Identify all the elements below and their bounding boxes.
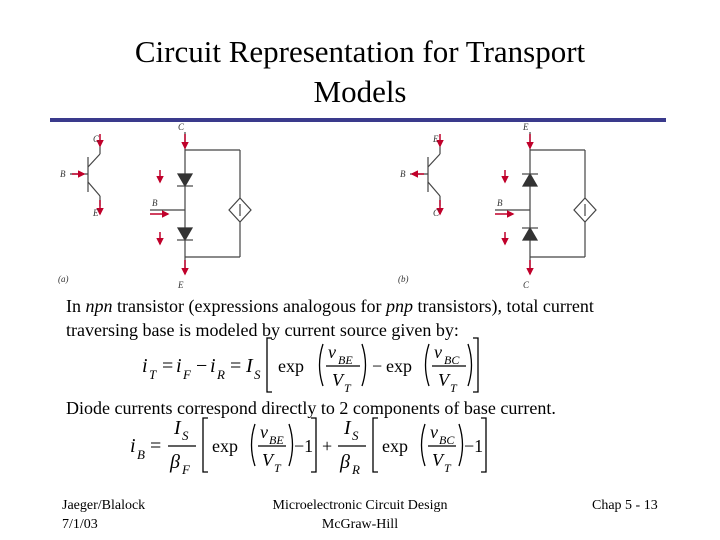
svg-text:V: V (438, 370, 449, 390)
svg-text:BE: BE (338, 353, 353, 367)
svg-text:T: T (444, 461, 451, 475)
svg-text:exp: exp (386, 356, 412, 376)
svg-text:i: i (142, 355, 148, 377)
slide-title (40, 32, 680, 112)
pnp-fig-label: (b) (398, 274, 409, 284)
npn-labels (58, 122, 185, 290)
svg-text:V: V (332, 370, 343, 390)
transport-model-circuits-figure (50, 122, 670, 292)
svg-text:T: T (450, 381, 457, 395)
svg-text:S: S (182, 428, 189, 443)
svg-text:v: v (260, 422, 268, 442)
svg-text:i: i (176, 355, 182, 377)
svg-text:−: − (196, 355, 208, 377)
footer-author: Jaeger/Blalock (62, 498, 146, 513)
svg-text:v: v (430, 422, 438, 442)
npn-fig-label: (a) (58, 274, 69, 284)
svg-text:=: = (162, 355, 174, 377)
svg-text:R: R (352, 462, 360, 477)
pnp-bus-c: C (523, 280, 530, 290)
svg-text:exp: exp (278, 356, 304, 376)
svg-text:T: T (149, 367, 157, 382)
pnp-labels (398, 122, 530, 290)
npn-bus-b: B (152, 198, 158, 208)
svg-text:+: + (322, 436, 333, 456)
para1-text-b: transistor (expressions analogous for (112, 296, 386, 316)
svg-text:v: v (328, 342, 336, 362)
para1-npn: npn (85, 296, 113, 316)
svg-text:V: V (262, 450, 273, 470)
svg-text:exp: exp (382, 436, 408, 456)
svg-text:v: v (434, 342, 442, 362)
npn-current-arrows (72, 134, 185, 274)
footer-publisher: McGraw-Hill (321, 517, 399, 532)
npn-bus-c: C (178, 122, 185, 132)
svg-text:S: S (352, 428, 359, 443)
equation-transport-current (140, 334, 480, 396)
svg-text:=: = (230, 355, 242, 377)
pnp-bus-e: E (523, 122, 529, 132)
slide-title-line1: Circuit Representation for Transport (134, 34, 586, 69)
svg-text:i: i (210, 355, 216, 377)
svg-text:F: F (182, 462, 190, 477)
pnp-current-arrows (412, 134, 530, 274)
para1-text-a: In (66, 296, 86, 316)
para1-text-c: transistors), total current traversing base is modeled by current source given by: (66, 296, 594, 340)
equation-base-current (128, 412, 508, 478)
pnp-terminal-e: E (433, 134, 439, 144)
footer-book (250, 496, 470, 534)
footer-book-title: Microelectronic Circuit Design (272, 498, 448, 513)
svg-text:V: V (432, 450, 443, 470)
svg-text:I: I (246, 355, 253, 377)
svg-text:R: R (217, 367, 225, 382)
pnp-bus-b: B (497, 198, 503, 208)
npn-circuit (70, 132, 251, 272)
svg-text:T: T (344, 381, 351, 395)
npn-bus-e: E (178, 280, 184, 290)
svg-text:B: B (137, 447, 145, 462)
npn-terminal-c: C (93, 134, 100, 144)
slide-title-line2: Models (313, 74, 407, 109)
npn-terminal-b: B (60, 169, 66, 179)
svg-text:BC: BC (444, 353, 460, 367)
pnp-circuit (410, 132, 596, 272)
npn-terminal-e: E (93, 208, 99, 218)
svg-text:=: = (150, 435, 162, 457)
svg-text:−1: −1 (294, 436, 314, 456)
svg-text:−1: −1 (464, 436, 484, 456)
pnp-terminal-c: C (433, 208, 440, 218)
svg-text:T: T (274, 461, 281, 475)
svg-text:β: β (170, 451, 180, 473)
svg-text:BE: BE (269, 433, 284, 447)
paragraph-diode-currents: Diode currents correspond directly to 2 components of base current. (66, 398, 556, 418)
footer-author-date (62, 496, 145, 534)
footer-chapter: Chap 5 - 13 (592, 498, 658, 513)
svg-text:i: i (130, 435, 136, 457)
footer-date: 7/1/03 (62, 517, 98, 532)
pnp-terminal-b: B (400, 169, 406, 179)
svg-text:I: I (174, 417, 181, 439)
svg-text:F: F (183, 367, 191, 382)
svg-text:I: I (344, 417, 351, 439)
svg-text:β: β (340, 451, 350, 473)
svg-text:−: − (372, 356, 383, 376)
svg-text:BC: BC (439, 433, 455, 447)
svg-text:exp: exp (212, 436, 238, 456)
svg-text:S: S (254, 367, 261, 382)
para1-pnp: pnp (385, 296, 413, 316)
